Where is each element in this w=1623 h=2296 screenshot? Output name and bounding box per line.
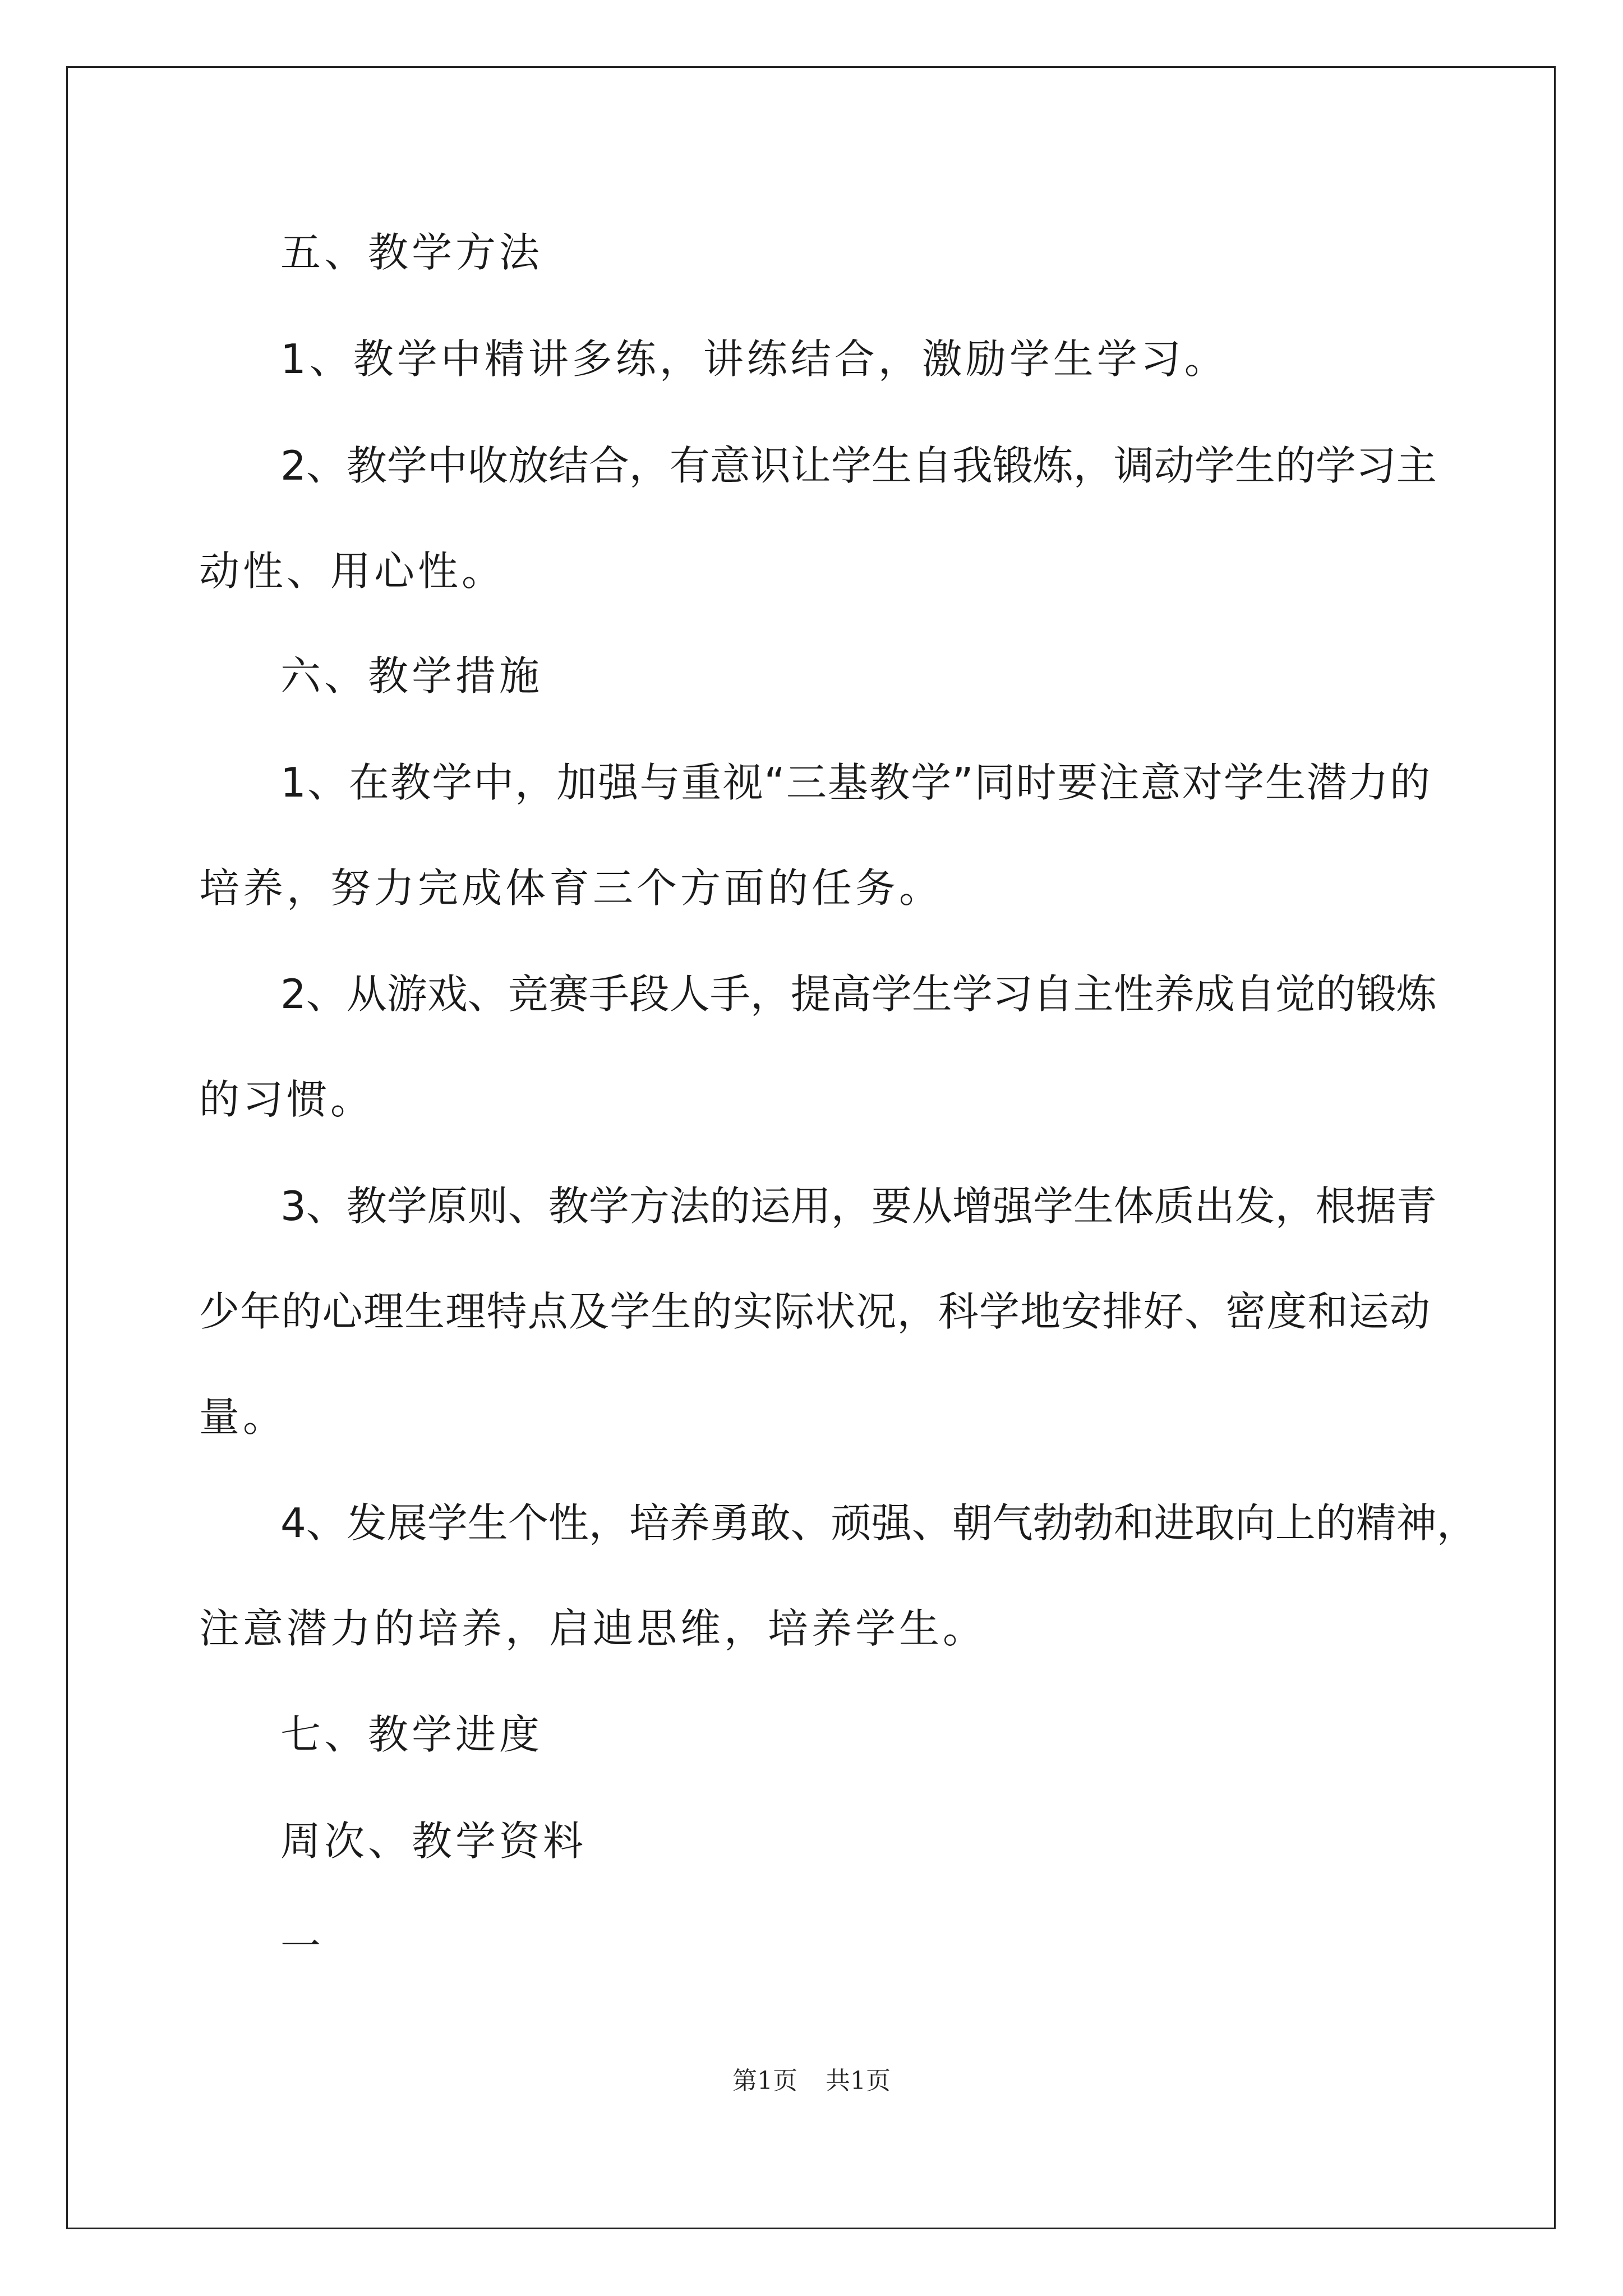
paragraph-line: 2、教学中收放结合，有意识让学生自我锻炼，调动学生的学习主 [280,442,1437,489]
heading-teaching-progress: 七、教学进度 [280,1711,543,1758]
page-number: 第1页 [732,2067,797,2095]
heading-teaching-measures: 六、教学措施 [280,652,543,700]
paragraph-line: 动性、用心性。 [199,547,506,595]
paragraph-line: 的习惯。 [199,1076,375,1123]
paragraph-line: 注意潜力的培养，启迪思维，培养学生。 [199,1605,987,1652]
week-number: 一 [280,1923,325,1970]
heading-teaching-methods: 五、教学方法 [280,229,543,276]
paragraph-line: 量。 [199,1393,287,1441]
table-header-line: 周次、教学资料 [280,1818,587,1865]
paragraph-line: 少年的心理生理特点及学生的实际状况，科学地安排好、密度和运动 [199,1288,1430,1335]
page-border [66,66,1556,2229]
paragraph-line: 培养，努力完成体育三个方面的任务。 [199,864,943,912]
paragraph-line: 2、从游戏、竞赛手段人手，提高学生学习自主性养成自觉的锻炼 [280,970,1437,1018]
paragraph-line: 1、在教学中，加强与重视“三基教学”同时要注意对学生潜力的 [280,759,1430,806]
page-total: 共1页 [826,2067,891,2095]
paragraph-line: 4、发展学生个性，培养勇敢、顽强、朝气勃勃和进取向上的精神， [280,1499,1477,1547]
page-footer [0,2064,1623,2098]
paragraph-line: 1、教学中精讲多练，讲练结合，激励学生学习。 [280,335,1228,383]
paragraph-line: 3、教学原则、教学方法的运用，要从增强学生体质出发，根据青 [280,1182,1437,1230]
